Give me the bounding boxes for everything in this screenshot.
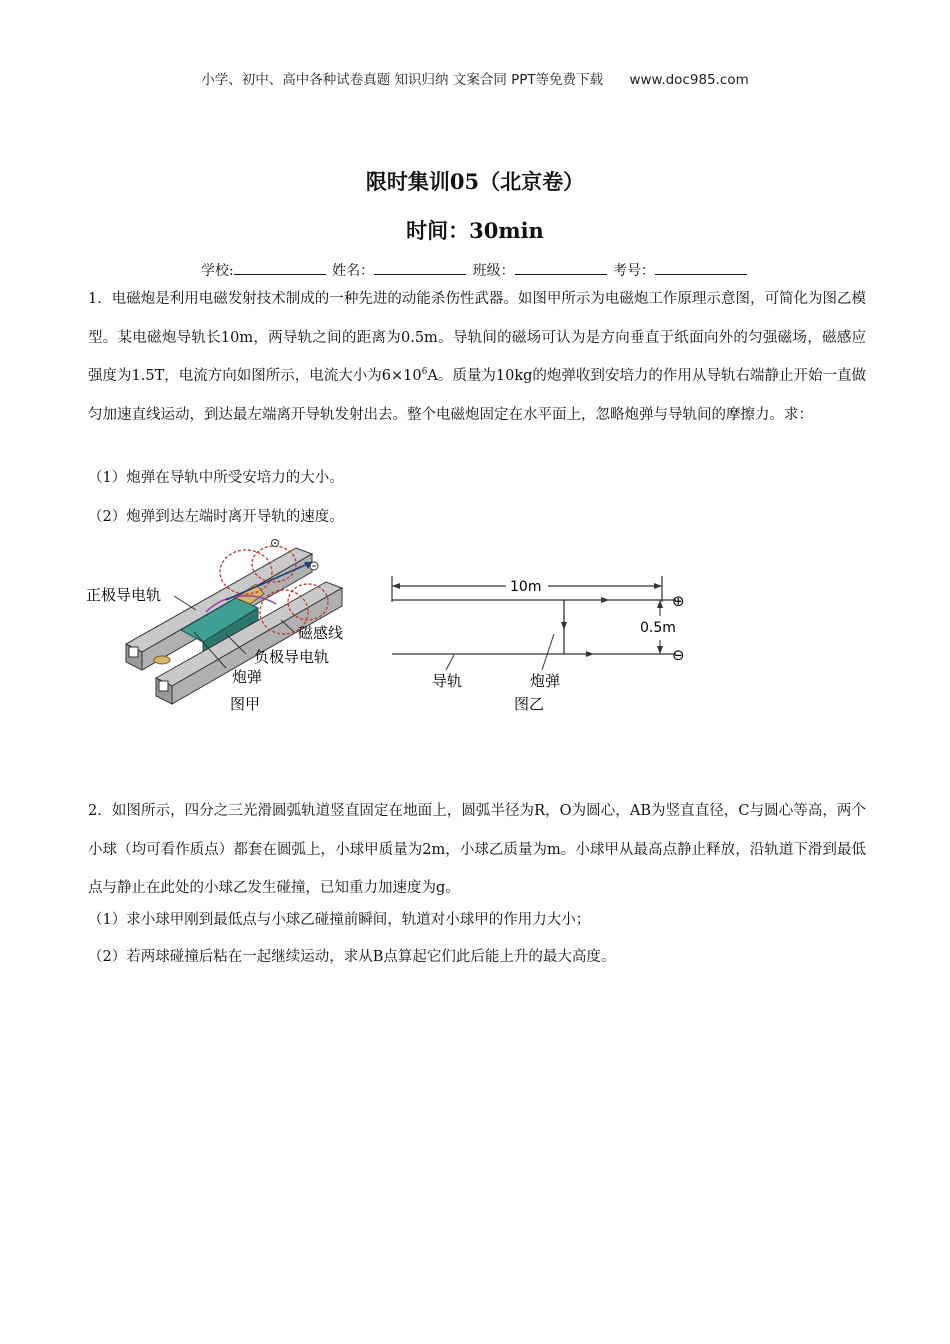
label-field-lines: 磁感线 xyxy=(298,624,344,642)
question-1-text xyxy=(88,280,866,434)
label-positive-rail: 正极导电轨 xyxy=(86,586,162,604)
q1-text-b: A。质量为10kg的炮弹收到安培力的作用从导轨右端静止开始一直做匀加速直线运动，到达最左端离开导轨发射出去。整个电磁炮固定在水平面上，忽略炮弹与导轨间的摩擦力。求： xyxy=(88,368,866,423)
question-2-part-1: （1）求小球甲刚到最低点与小球乙碰撞前瞬间，轨道对小球甲的作用力大小； xyxy=(88,912,591,928)
school-blank[interactable] xyxy=(234,262,326,275)
header-text: 小学、初中、高中各种试卷真题 知识归纳 文案合同 PPT等免费下载 xyxy=(201,72,604,88)
question-1-part-1: （1）炮弹在导轨中所受安培力的大小。 xyxy=(88,470,344,486)
gap-label: 0.5m xyxy=(640,620,676,636)
header-url[interactable]: www.doc985.com xyxy=(629,72,749,88)
page-header xyxy=(0,68,950,88)
name-label: 姓名： xyxy=(332,263,375,279)
label-negative-rail: 负极导电轨 xyxy=(254,648,330,666)
projectile-shell xyxy=(154,656,170,664)
negative-rail-hole xyxy=(159,681,168,691)
question-2-part-2: （2）若两球碰撞后粘在一起继续运动，求从B点算起它们此后能上升的最大高度。 xyxy=(88,949,616,965)
caption-fig-b: 图乙 xyxy=(514,695,545,713)
label-rail: 导轨 xyxy=(432,672,463,690)
label-shell: 炮弹 xyxy=(232,668,263,686)
question-2-text: 2．如图所示，四分之三光滑圆弧轨道竖直固定在地面上，圆弧半径为R，O为圆心，AB为竖直直径，C与圆心等高，两个小球（均可看作质点）都套在圆弧上，小球甲质量为2m，小球乙质量为m。小球甲从最高点静止释放，沿轨道下滑到最低点与静止在此处的小球乙发生碰撞，已知重力加速度为g。 xyxy=(88,803,866,896)
name-blank[interactable] xyxy=(374,262,466,275)
exam-no-label: 考号： xyxy=(613,263,656,279)
railgun-figure xyxy=(86,532,376,722)
model-figure xyxy=(384,568,694,718)
q1-exponent: 6 xyxy=(421,367,428,378)
length-label: 10m xyxy=(510,579,542,595)
question-1-part-2: （2）炮弹到达左端时离开导轨的速度。 xyxy=(88,509,344,525)
caption-fig-a: 图甲 xyxy=(230,695,261,713)
class-label: 班级： xyxy=(472,263,515,279)
minus-terminal: ⊖ xyxy=(672,646,685,664)
student-info xyxy=(0,260,950,280)
page-subtitle: 时间：30min xyxy=(406,218,544,243)
q1-text-a: 1．电磁炮是利用电磁发射技术制成的一种先进的动能杀伤性武器。如图甲所示为电磁炮工作原理示意图，可简化为图乙模型。某电磁炮导轨长10m，两导轨之间的距离为0.5m。导轨间的磁场可认为是方向垂直于纸面向外的匀强磁场，磁感应强度为1.5T，电流方向如图所示，电流大小为6×10 xyxy=(88,291,866,384)
exam-no-blank[interactable] xyxy=(655,262,747,275)
label-shell-b: 炮弹 xyxy=(530,672,561,690)
class-blank[interactable] xyxy=(515,262,607,275)
positive-rail-hole xyxy=(129,647,138,657)
page-title: 限时集训05（北京卷） xyxy=(365,169,585,194)
plus-terminal: ⊕ xyxy=(672,592,685,610)
school-label: 学校: xyxy=(200,263,234,279)
